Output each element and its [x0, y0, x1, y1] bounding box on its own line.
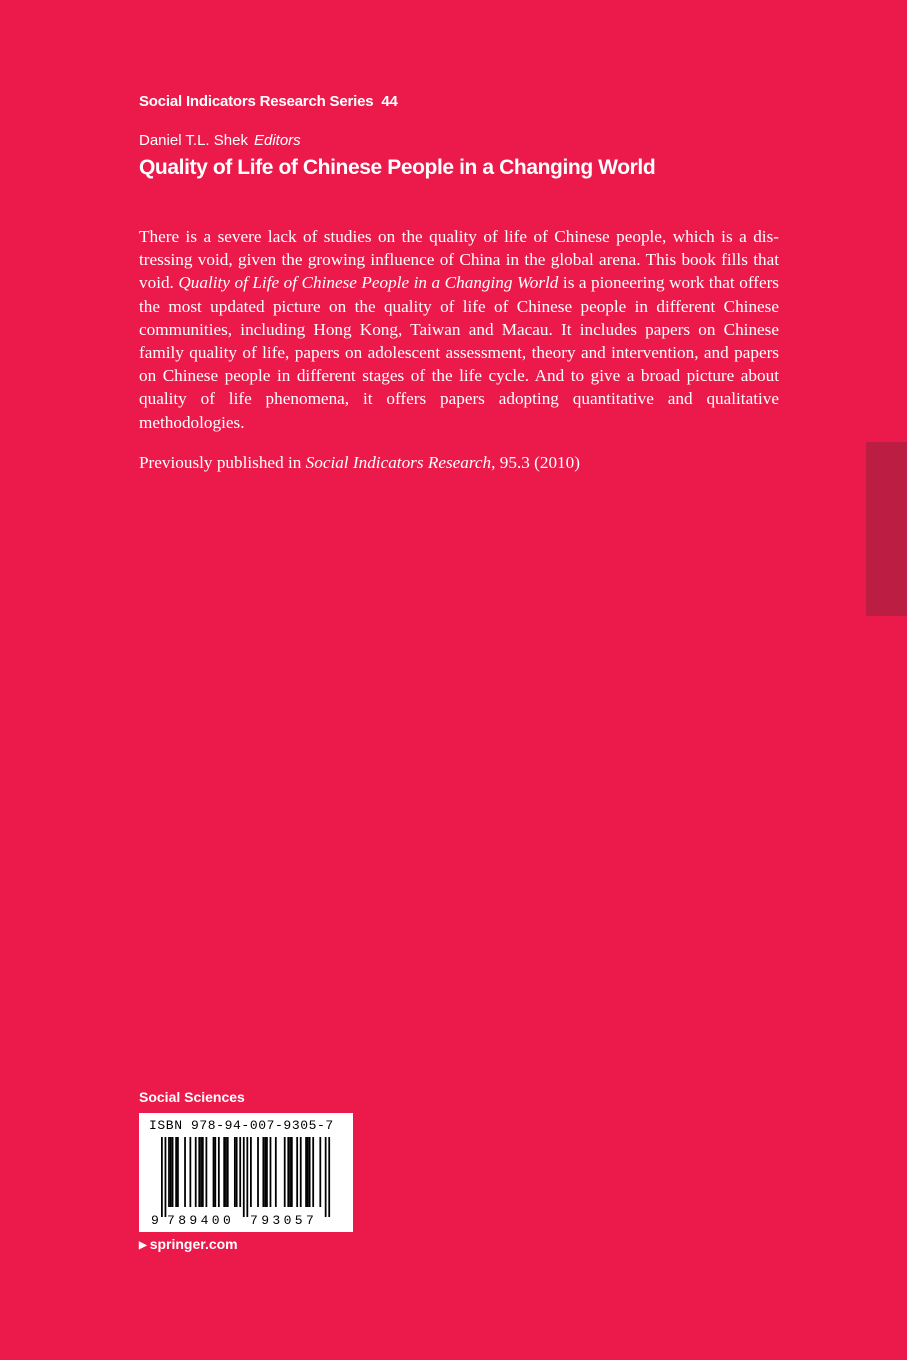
barcode-bar	[227, 1137, 229, 1207]
barcode-guard-bar	[165, 1137, 167, 1217]
barcode-bar	[239, 1137, 241, 1207]
description-part-2: is a pioneering work that offers the most updated picture on the quality of life of Chinese people in different Chinese communities, including Hong Kong, Taiwan and Macau. It includes papers on Chinese family quality of life, papers on adolescent assessment, theory and intervention, and papers on Chinese people in different stages of the life cycle. And to give a broad picture about quality of life phenomena, it offers papers adopting quantitative and qualitative methodologies.	[139, 273, 779, 432]
barcode-bar	[172, 1137, 174, 1207]
barcode-bar	[264, 1137, 266, 1207]
series-line	[139, 93, 398, 110]
barcode-bar	[284, 1137, 286, 1207]
barcode-bar	[218, 1137, 220, 1207]
barcode-bar	[213, 1137, 215, 1207]
barcode-bar	[250, 1137, 252, 1207]
barcode-bar	[200, 1137, 202, 1207]
publisher-link[interactable]	[139, 1236, 238, 1252]
barcode-bar	[202, 1137, 204, 1207]
barcode-bar	[312, 1137, 314, 1207]
barcode-guard-bar	[328, 1137, 330, 1217]
description-part-1: There is a severe lack of studies on the quality of life of Chinese people, which is a distressing void, given the growing influence of China in the global arena. This book fills that void.	[139, 227, 779, 293]
ean-right-digits: 793057	[250, 1213, 318, 1228]
barcode-bar	[305, 1137, 307, 1207]
spine-tab	[866, 442, 907, 616]
barcode-bar	[184, 1137, 186, 1207]
previously-journal: Social Indicators Research	[305, 453, 492, 472]
barcode-bar	[300, 1137, 302, 1207]
subject-category: Social Sciences	[139, 1089, 245, 1105]
previously-prefix: Previously published in	[139, 453, 306, 472]
barcode-bar	[206, 1137, 208, 1207]
editor-name: Daniel T.L. Shek	[139, 132, 248, 149]
ean-digits	[139, 1213, 353, 1229]
book-description	[139, 225, 779, 434]
barcode-bar	[287, 1137, 289, 1207]
barcode-guard-bar	[246, 1137, 248, 1217]
barcode-bar	[270, 1137, 272, 1207]
barcode-bar	[275, 1137, 277, 1207]
barcode-bar	[189, 1137, 191, 1207]
isbn-label: ISBN 978-94-007-9305-7	[149, 1118, 334, 1133]
series-name: Social Indicators Research Series	[139, 93, 374, 110]
isbn-barcode	[139, 1113, 353, 1232]
barcode-bar	[198, 1137, 200, 1207]
barcode-bar	[236, 1137, 238, 1207]
barcode-bar	[175, 1137, 177, 1207]
editor-line	[139, 132, 301, 149]
barcode-bar	[223, 1137, 225, 1207]
barcode-bar	[225, 1137, 227, 1207]
barcode-guard-bar	[243, 1137, 245, 1217]
barcode-bar	[266, 1137, 268, 1207]
barcode-bar	[291, 1137, 293, 1207]
description-italic-title: Quality of Life of Chinese People in a Changing World	[178, 273, 559, 293]
barcode-bar	[170, 1137, 172, 1207]
previously-published-note	[139, 451, 580, 474]
barcode-bar	[257, 1137, 259, 1207]
barcode-guard-bar	[325, 1137, 327, 1217]
barcode-guard-bar	[161, 1137, 163, 1217]
previously-suffix: , 95.3 (2010)	[491, 453, 580, 472]
ean-first-digit: 9	[151, 1213, 159, 1228]
ean-left-digits: 789400	[167, 1213, 235, 1228]
book-title: Quality of Life of Chinese People in a Changing World	[139, 156, 656, 179]
barcode-bar	[168, 1137, 170, 1207]
barcode-bar	[296, 1137, 298, 1207]
triangle-right-icon: ▶	[139, 1240, 147, 1251]
publisher-url[interactable]: springer.com	[149, 1236, 238, 1252]
barcode-bar	[177, 1137, 179, 1207]
barcode-bar	[214, 1137, 216, 1207]
barcode-bar	[319, 1137, 321, 1207]
editor-role: Editors	[253, 132, 301, 149]
barcode-bar	[262, 1137, 264, 1207]
barcode-bar	[234, 1137, 236, 1207]
series-number: 44	[381, 93, 398, 110]
barcode-bar	[195, 1137, 197, 1207]
barcode-bar	[307, 1137, 309, 1207]
barcode-bar	[289, 1137, 291, 1207]
barcode-bar	[309, 1137, 311, 1207]
